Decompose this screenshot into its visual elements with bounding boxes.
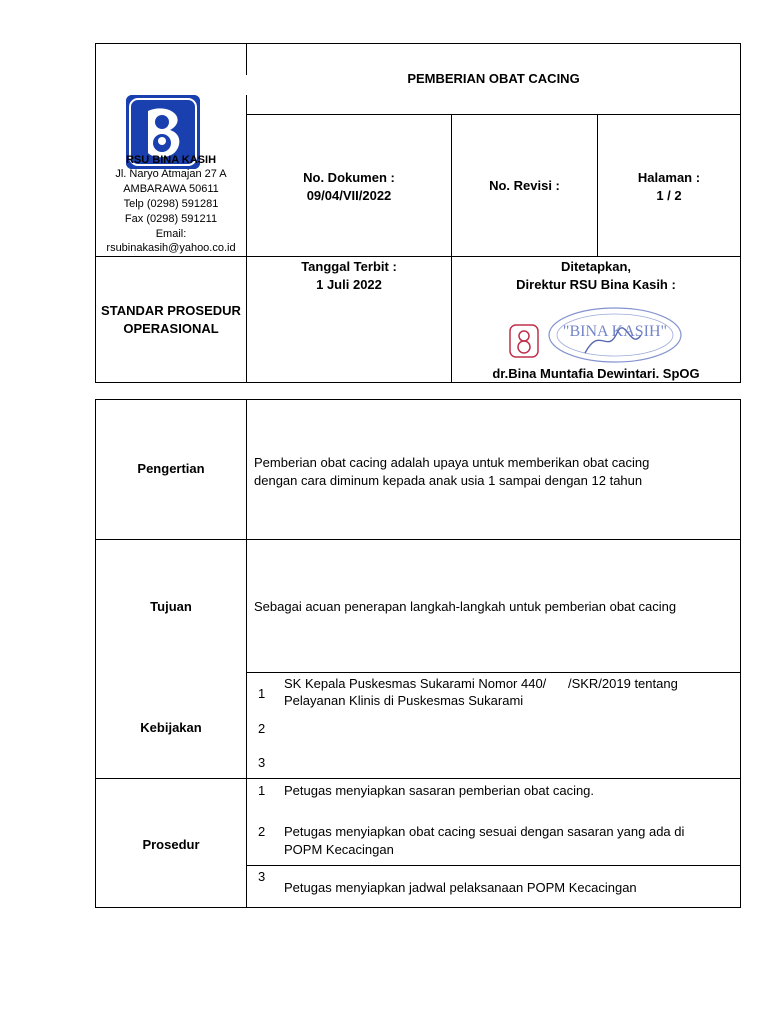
pengertian-label: Pengertian	[137, 461, 205, 476]
no-dokumen-label: No. Dokumen :	[303, 170, 395, 185]
prosedur-item-2-line1: Petugas menyiapkan obat cacing sesuai dengan sasaran yang ada di	[284, 824, 685, 839]
kebijakan-item-3-num: 3	[258, 755, 266, 770]
kebijakan-item-1-num: 1	[258, 686, 266, 701]
no-dokumen-value: 09/04/VII/2022	[306, 188, 392, 203]
tujuan-label: Tujuan	[150, 599, 192, 614]
tanggal-terbit-label: Tanggal Terbit :	[301, 259, 397, 274]
prosedur-item-2-num: 2	[258, 824, 266, 839]
tujuan-text: Sebagai acuan penerapan langkah-langkah untuk pemberian obat cacing	[254, 599, 677, 614]
seal-icon	[508, 323, 540, 359]
prosedur-item-1-line1: Petugas menyiapkan sasaran pemberian obat cacing.	[284, 783, 595, 798]
kebijakan-label: Kebijakan	[140, 720, 202, 735]
document-title: PEMBERIAN OBAT CACING	[407, 71, 580, 86]
halaman-value: 1 / 2	[656, 188, 682, 203]
hospital-email: rsubinakasih@yahoo.co.id	[106, 242, 236, 254]
small-seal	[508, 323, 540, 364]
stamp-text: "BINA KASIH"	[562, 323, 668, 340]
ditetapkan-line2: Direktur RSU Bina Kasih :	[516, 277, 676, 292]
hospital-city: AMBARAWA 50611	[123, 183, 219, 195]
kebijakan-item-2-num: 2	[258, 721, 266, 736]
no-revisi-label: No. Revisi :	[489, 178, 560, 193]
sop-title-line1: STANDAR PROSEDUR	[101, 303, 241, 318]
hospital-email-label: Email:	[155, 228, 187, 240]
hospital-telp: Telp (0298) 591281	[123, 198, 219, 210]
prosedur-item-2-line2: POPM Kecacingan	[284, 842, 394, 857]
official-stamp	[545, 305, 685, 365]
pengertian-text-line2: dengan cara diminum kepada anak usia 1 sampai dengan 12 tahun	[254, 473, 643, 488]
director-name: dr.Bina Muntafia Dewintari. SpOG	[492, 366, 700, 381]
halaman-label: Halaman :	[637, 170, 701, 185]
hospital-name: RSU BINA KASIH	[125, 154, 217, 166]
prosedur-item-3-num: 3	[258, 869, 266, 884]
prosedur-label: Prosedur	[142, 837, 200, 852]
kebijakan-item-1-line2: Pelayanan Klinis di Puskesmas Sukarami	[284, 693, 524, 708]
hospital-fax: Fax (0298) 591211	[124, 213, 218, 225]
ditetapkan-line1: Ditetapkan,	[560, 259, 632, 274]
kebijakan-item-1-line1: SK Kepala Puskesmas Sukarami Nomor 440/ /SKR/2019 tentang	[284, 676, 678, 691]
hospital-address: Jl. Naryo Atmajan 27 A	[115, 168, 227, 180]
sop-title-line2: OPERASIONAL	[123, 321, 219, 336]
prosedur-item-1-num: 1	[258, 783, 266, 798]
prosedur-item-3-line1: Petugas menyiapkan jadwal pelaksanaan POPM Kecacingan	[284, 880, 637, 895]
pengertian-text-line1: Pemberian obat cacing adalah upaya untuk memberikan obat cacing	[254, 455, 650, 470]
tanggal-terbit-value: 1 Juli 2022	[316, 277, 382, 292]
